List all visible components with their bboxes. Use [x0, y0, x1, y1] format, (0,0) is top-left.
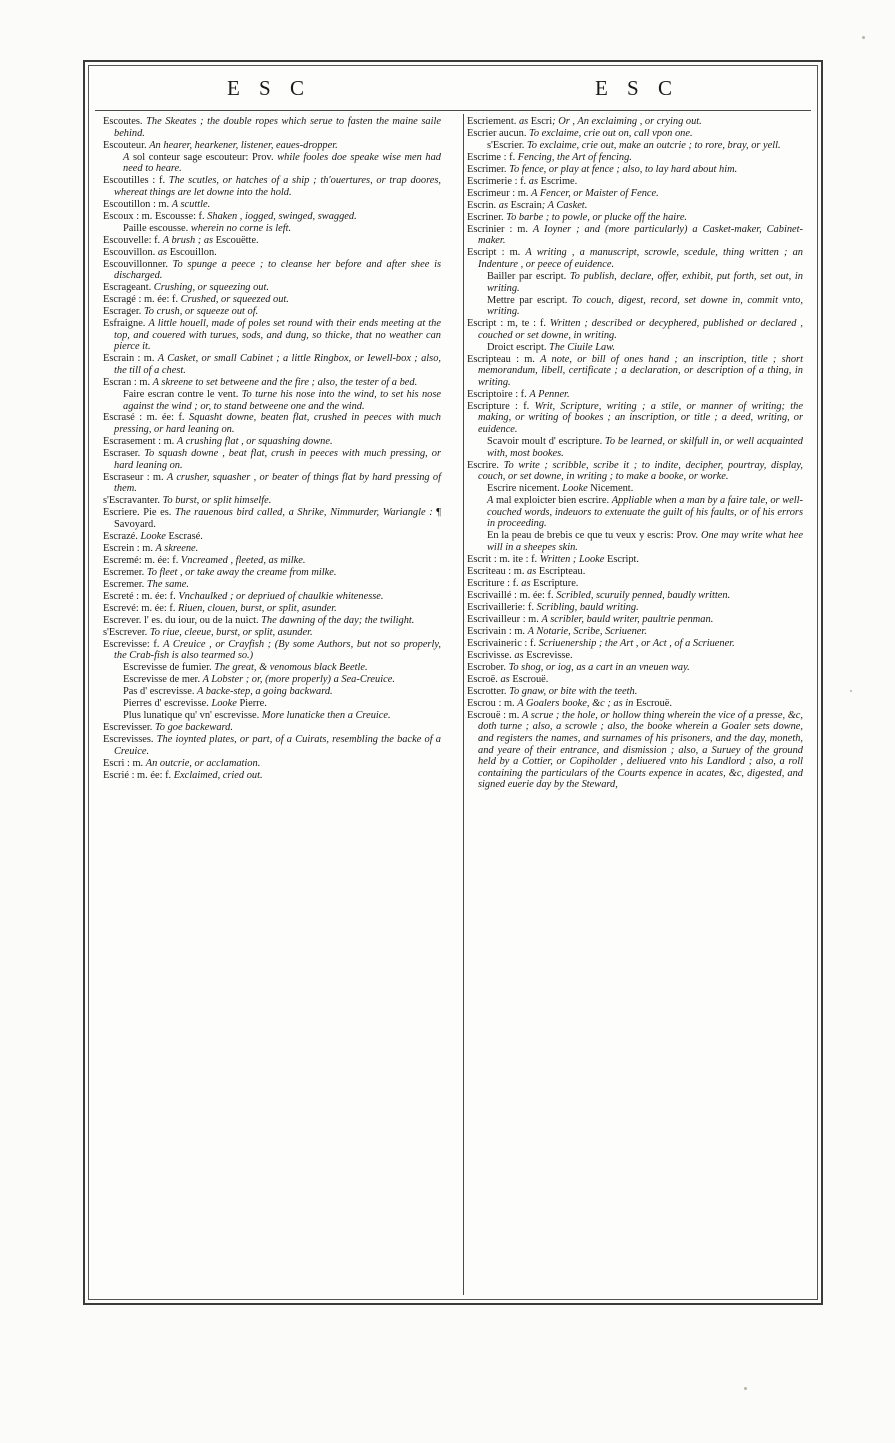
- dictionary-entry: Escremer. The same.: [103, 578, 190, 590]
- text-columns: [95, 114, 811, 1295]
- dictionary-entry: Escouvillonner. To spunge a peece ; to cleanse her before and after shee is discharged.: [103, 258, 441, 282]
- dictionary-entry: Escrimeur : m. A Fencer, or Maister of Fence.: [467, 187, 659, 199]
- dictionary-entry: s'Escrier. To exclaime, crie out, make an outcrie ; to rore, bray, or yell.: [487, 139, 781, 151]
- dictionary-entry: Escrier aucun. To exclaime, crie out on, call vpon one.: [467, 127, 693, 139]
- dictionary-entry: Escrou : m. A Goalers booke, &c ; as in Escrouë.: [467, 697, 673, 709]
- dictionary-entry: Escrimerie : f. as Escrime.: [467, 175, 578, 187]
- dictionary-entry: Escriteau : m. as Escripteau.: [467, 565, 586, 577]
- dictionary-entry: Escoutes. The Skeates ; the double ropes which serue to fasten the maine saile behind.: [103, 116, 441, 139]
- dictionary-entry: Bailler par escript. To publish, declare, offer, exhibit, put forth, set out, in writing.: [487, 271, 803, 294]
- dictionary-entry: Escrever. l' es. du iour, ou de la nuict. The dawning of the day; the twilight.: [103, 614, 415, 626]
- dictionary-entry: Escrire. To write ; scribble, scribe it ; to indite, decipher, pourtray, display, couch, or set downe, in writing ; to make a booke, or worke.: [467, 459, 803, 483]
- dictionary-entry: Escrivaineric : f. Scriuenership ; the Art , or Act , of a Scriuener.: [467, 637, 735, 649]
- dictionary-entry: Escrober. To shog, or iog, as a cart in an vneuen way.: [467, 661, 690, 673]
- dictionary-entry: A mal exploicter bien escrire. Appliable when a man by a faire tale, or well-couched words, indeuors to extenuate the guilt of his faults, or of his errors in proceeding.: [487, 495, 803, 530]
- dictionary-entry: Escri : m. An outcrie, or acclamation.: [103, 757, 261, 769]
- dictionary-entry: Escrivisse. as Escrevisse.: [467, 649, 573, 661]
- dictionary-entry: Escroë. as Escrouë.: [467, 673, 549, 685]
- dictionary-entry: Escrouë : m. A scrue ; the hole, or hollow thing wherein the vice of a presse, &c, doth turne ; also, a scrowle ; also, the booke wherein a Goaler sets downe, and registers the names, and surnames of his prisoners, and the day, moneth, and yeare of their entrance, and dismission ; also, a Suruey of the ground held by a Cottier, or Copiholder , deliuered vnto his Landlord ; also, a roll containing the particulars of the Courts expence in acates, &c, digested, and signed euerie day by the Steward,: [467, 709, 803, 791]
- dictionary-entry: Paille escousse. wherein no corne is left.: [123, 222, 292, 234]
- dictionary-entry: Escouteur. An hearer, hearkener, listener, eaues-dropper.: [103, 139, 338, 151]
- dictionary-entry: Escrageant. Crushing, or squeezing out.: [103, 282, 269, 294]
- dictionary-entry: Escrazé. Looke Escrasé.: [103, 530, 203, 542]
- dictionary-entry: Escraser. To squash downe , beat flat, crush in peeces with much pressing, or hard leaning on.: [103, 448, 441, 471]
- dictionary-entry: Droict escript. The Ciuile Law.: [487, 341, 615, 353]
- dictionary-entry: s'Escravanter. To burst, or split himselfe.: [103, 495, 272, 507]
- running-header-right: E S C: [594, 76, 679, 100]
- dictionary-entry: Escrevé: m. ée: f. Riuen, clouen, burst, or split, asunder.: [103, 602, 337, 614]
- dictionary-entry: Escrivaillerie: f. Scribling, bauld writing.: [467, 601, 639, 613]
- dictionary-entry: Escran : m. A skreene to set betweene and the fire ; also, the tester of a bed.: [103, 376, 418, 388]
- dictionary-entry: Escriptoire : f. A Penner.: [467, 388, 570, 400]
- dictionary-entry: Plus lunatique qu' vn' escrevisse. More lunaticke then a Creuice.: [123, 710, 391, 722]
- dictionary-entry: Escripture : f. Writ, Scripture, writing ; a stile, or manner of writing; the making, or writing of bookes ; an inscription, or title ; a deed, writing, or euidence.: [467, 400, 803, 436]
- dictionary-entry: Escrimer. To fence, or play at fence ; also, to lay hard about him.: [467, 163, 738, 175]
- dictionary-entry: Escrivaillé : m. ée: f. Scribled, scuruily penned, baudly written.: [467, 589, 731, 601]
- dictionary-entry: Escraseur : m. A crusher, squasher , or beater of things flat by hard pressing of them.: [103, 471, 441, 495]
- dictionary-entry: Faire escran contre le vent. To turne his nose into the wind, to set his nose against the wind ; or, to stand betweene one and the wind.: [123, 388, 442, 412]
- dictionary-entry: Escrit : m. ite : f. Written ; Looke Escript.: [467, 553, 640, 565]
- dictionary-entry: Escriner. To barbe ; to powle, or plucke off the haire.: [467, 211, 688, 223]
- dictionary-entry: Escrasé : m. ée: f. Squasht downe, beaten flat, crushed in peeces with much pressing, or hard leaning on.: [103, 412, 441, 436]
- dictionary-entry: Escrinier : m. A Ioyner ; and (more particularly) a Casket-maker, Cabinet-maker.: [467, 223, 803, 247]
- dictionary-entry: Escrivain : m. A Notarie, Scribe, Scriuener.: [467, 625, 647, 637]
- dictionary-entry: Escremé: m. ée: f. Vncreamed , fleeted, as milke.: [103, 554, 306, 566]
- dictionary-entry: Escouvelle: f. A brush ; as Escouëtte.: [103, 234, 259, 246]
- page-border: [83, 60, 823, 1305]
- dictionary-entry: Escrevisser. To goe backeward.: [103, 722, 233, 734]
- dictionary-entry: Scavoir moult d' escripture. To be learned, or skilfull in, or well acquainted with, most bookes.: [487, 436, 803, 459]
- dictionary-entry: Escreté : m. ée: f. Vnchaulked ; or depriued of chaulkie whitenesse.: [103, 590, 384, 602]
- dictionary-entry: Escremer. To fleet , or take away the creame from milke.: [103, 566, 337, 578]
- dictionary-entry: Escragé : m. ée: f. Crushed, or squeezed out.: [103, 294, 289, 306]
- dictionary-entry: Escript : m, te : f. Written ; described or decyphered, published or declared , couched or set downe, in writing.: [467, 318, 803, 341]
- running-headers: [85, 76, 821, 110]
- running-header-left: E S C: [226, 76, 311, 100]
- dictionary-entry: Escrasement : m. A crushing flat , or squashing downe.: [103, 436, 333, 448]
- header-rule: [95, 110, 811, 111]
- dictionary-entry: Escrevisses. The ioynted plates, or part, of a Cuirats, resembling the backe of a Creuice.: [103, 734, 441, 757]
- dictionary-entry: Escoutillon : m. A scuttle.: [103, 198, 211, 210]
- dictionary-entry: Mettre par escript. To couch, digest, record, set downe in, commit vnto, writing.: [487, 294, 803, 318]
- dictionary-entry: Escrein : m. A skreene.: [103, 542, 199, 554]
- dictionary-entry: Escript : m. A writing , a manuscript, scrowle, scedule, thing written ; an Indenture , or peece of euidence.: [467, 247, 803, 271]
- dictionary-entry: Escoutilles : f. The scutles, or hatches of a ship ; th'ouertures, or trap doores, whereat things are let downe into the hold.: [103, 175, 441, 198]
- dictionary-entry: Pas d' escrevisse. A backe-step, a going backward.: [123, 686, 333, 698]
- dictionary-entry: Escrié : m. ée: f. Exclaimed, cried out.: [103, 769, 263, 781]
- dictionary-entry: Escrager. To crush, or squeeze out of.: [103, 306, 259, 318]
- dictionary-entry: Escrime : f. Fencing, the Art of fencing.: [467, 151, 632, 163]
- dictionary-entry: Escrevisse de mer. A Lobster ; or, (more properly) a Sea-Creuice.: [123, 674, 395, 686]
- dictionary-entry: Escoux : m. Escousse: f. Shaken , iogged, swinged, swagged.: [103, 210, 357, 222]
- page-speck: [850, 690, 852, 692]
- dictionary-entry: Escriere. Pie es. The rauenous bird called, a Shrike, Nimmurder, Wariangle : ¶ Savoyard.: [103, 507, 441, 530]
- dictionary-entry: s'Escrever. To riue, cleeue, burst, or split, asunder.: [103, 626, 313, 638]
- dictionary-entry: Escriture : f. as Escripture.: [467, 577, 579, 589]
- dictionary-column-left: [95, 114, 453, 1295]
- dictionary-entry: Escrotter. To gnaw, or bite with the teeth.: [467, 685, 638, 697]
- page-speck: [862, 36, 865, 39]
- dictionary-entry: Esfraigne. A little houell, made of poles set round with their ends meeting at the top, and couered with turues, sods, and dung, so thicke, that no weather can pierce it.: [103, 318, 441, 353]
- page-speck: [744, 1387, 747, 1390]
- dictionary-entry: Escrevisse de fumier. The great, & venomous black Beetle.: [123, 662, 368, 674]
- dictionary-entry: En la peau de brebis ce que tu veux y escris: Prov. One may write what hee will in a sheepes skin.: [487, 530, 804, 553]
- dictionary-entry: Escripteau : m. A note, or bill of ones hand ; an inscription, title ; short memorandum, libell, certificate ; a declaration, or description of a thing, in writing.: [467, 353, 803, 388]
- dictionary-entry: Escrin. as Escrain; A Casket.: [467, 199, 588, 211]
- dictionary-entry: A sol conteur sage escouteur: Prov. while fooles doe speake wise men had need to heare.: [123, 151, 441, 175]
- dictionary-entry: Escrivailleur : m. A scribler, bauld writer, paultrie penman.: [467, 613, 714, 625]
- dictionary-entry: Escrire nicement. Looke Nicement.: [487, 483, 634, 495]
- dictionary-entry: Pierres d' escrevisse. Looke Pierre.: [123, 698, 267, 710]
- dictionary-entry: Escouvillon. as Escouillon.: [103, 246, 217, 258]
- dictionary-entry: Escriement. as Escri; Or , An exclaiming , or crying out.: [467, 116, 702, 127]
- dictionary-entry: Escrevisse: f. A Creuice , or Crayfish ; (By some Authors, but not so properly, the Crab-fish is also tearmed so.): [103, 638, 441, 662]
- dictionary-column-right: [453, 114, 811, 1295]
- dictionary-entry: Escrain : m. A Casket, or small Cabinet ; a little Ringbox, or Iewell-box ; also, the till of a chest.: [103, 353, 441, 376]
